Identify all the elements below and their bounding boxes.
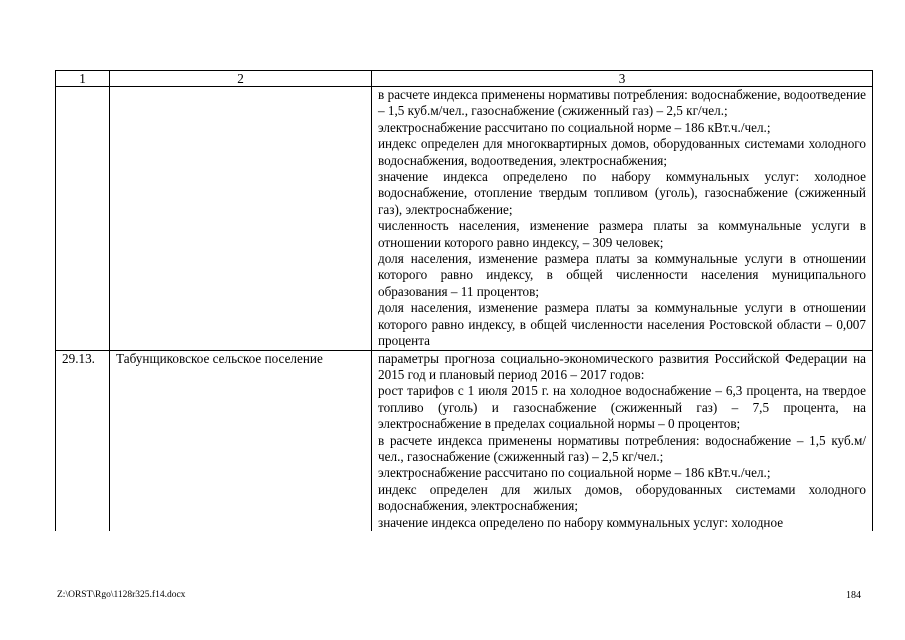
row-name-cell: Табунщиковское сельское поселение xyxy=(110,350,372,531)
paragraph: численность населения, изменение размера платы за коммунальные услуги в отношении которого равно индексу, – 309 человек; xyxy=(378,218,866,250)
footer-page-number: 184 xyxy=(846,590,861,601)
paragraph: значение индекса определено по набору коммунальных услуг: холодное водоснабжение, отопление твердым топливом (уголь), газоснабжение (сжиженный газ), электроснабжение; xyxy=(378,169,866,217)
footer-file-path: Z:\ORST\Rgo\1128r325.f14.docx xyxy=(57,590,186,600)
data-table xyxy=(55,70,873,531)
paragraph: в расчете индекса применены нормативы потребления: водоснабжение – 1,5 куб.м/чел., газоснабжение (сжиженный газ) – 2,5 кг/чел.; xyxy=(378,432,866,464)
row-description-cell xyxy=(372,350,873,531)
paragraph: индекс определен для многоквартирных домов, оборудованных системами холодного водоснабжения, водоотведения, электроснабжения; xyxy=(378,136,866,168)
paragraph: в расчете индекса применены нормативы потребления: водоснабжение, водоотведение – 1,5 куб.м/чел., газоснабжение (сжиженный газ) – 2,5 кг/чел.; xyxy=(378,87,866,119)
header-cell-3: 3 xyxy=(372,71,873,87)
row-number-cell: 29.13. xyxy=(56,350,110,531)
paragraph: параметры прогноза социально-экономического развития Российской Федерации на 2015 год и плановый период 2016 – 2017 годов: xyxy=(378,350,866,382)
header-cell-2: 2 xyxy=(110,71,372,87)
paragraph: значение индекса определено по набору коммунальных услуг: холодное xyxy=(378,514,784,530)
table-row xyxy=(56,350,873,531)
table-row xyxy=(56,87,873,351)
paragraph: рост тарифов с 1 июля 2015 г. на холодное водоснабжение – 6,3 процента, на твердое топливо (уголь) и газоснабжение (сжиженный газ) – 7,5 процента, на электроснабжение в пределах социальной нормы – 0 процентов; xyxy=(378,383,866,432)
paragraph: электроснабжение рассчитано по социальной норме – 186 кВт.ч./чел.; xyxy=(378,465,771,481)
paragraph: электроснабжение рассчитано по социальной норме – 186 кВт.ч./чел.; xyxy=(378,119,771,135)
table-header-row xyxy=(56,71,873,87)
header-cell-1: 1 xyxy=(56,71,110,87)
paragraph: доля населения, изменение размера платы за коммунальные услуги в отношении которого равно индексу, в общей численности населения муниципального образования – 11 процентов; xyxy=(378,251,866,299)
row-number-cell xyxy=(56,87,110,351)
paragraph: доля населения, изменение размера платы за коммунальные услуги в отношении которого равно индексу, в общей численности населения Ростовской области – 0,007 процента xyxy=(378,300,866,349)
paragraph: индекс определен для жилых домов, оборудованных системами холодного водоснабжения, электроснабжения; xyxy=(378,481,866,514)
row-description-cell xyxy=(372,87,873,351)
row-name-cell xyxy=(110,87,372,351)
